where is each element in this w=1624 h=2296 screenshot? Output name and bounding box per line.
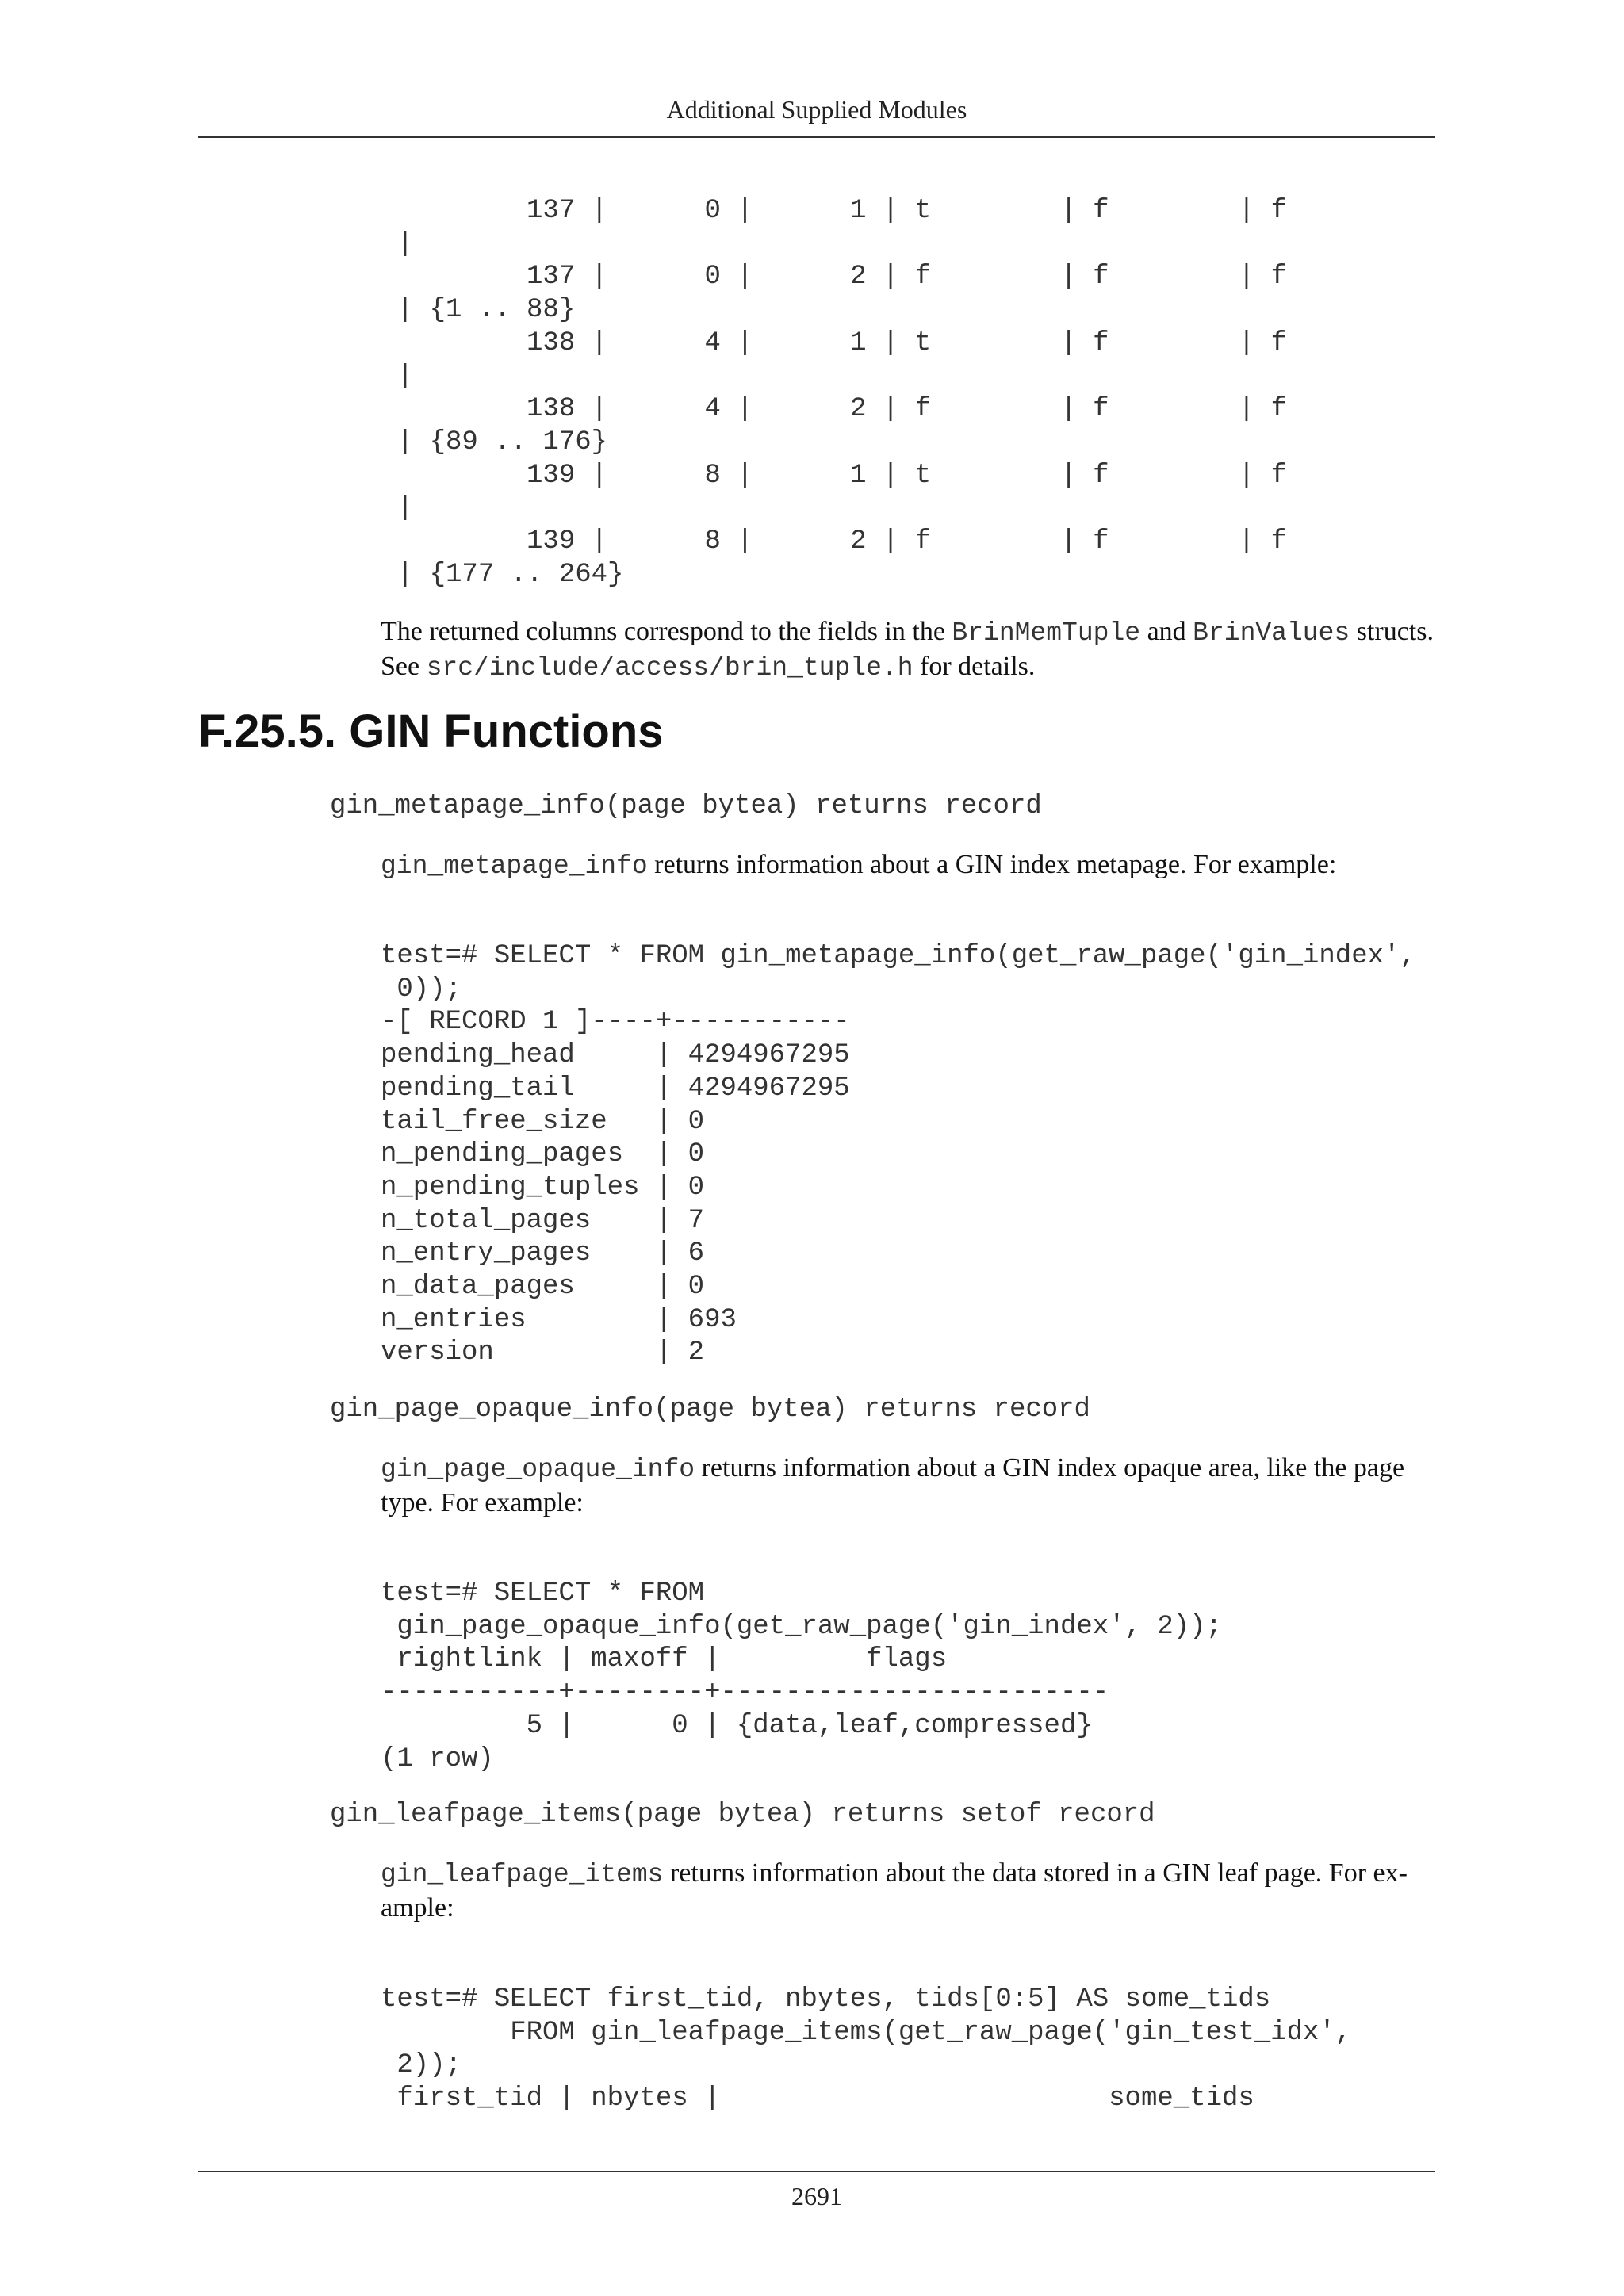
brin-output-code-block: 137 | 0 | 1 | t | f | f | 137 | 0 | 2 | f | f | f | {1 .. 88} 138 | 4 | 1 | t | f | f | 138 | 4 | 2 | f | f | f | {89 .. 176} 139 | 8 | 1 | t | f | f | 139 | 8 | 2 | f | f | f | {177 .. 264} — [396, 196, 1287, 590]
example-code-gin-leafpage-items: test=# SELECT first_tid, nbytes, tids[0:5] AS some_tids FROM gin_leafpage_items(get_raw_page('gin_test_idx', 2)); first_tid | nbytes | some_tids — [381, 1984, 1352, 2114]
brin-note-code-2: BrinValues — [1193, 618, 1350, 648]
function-description-gin-page-opaque-info — [381, 1452, 1435, 1520]
function-name-code: gin_page_opaque_info — [381, 1455, 695, 1484]
function-signature-gin-metapage-info: gin_metapage_info(page bytea) returns record — [330, 791, 1042, 821]
brin-note-text-4: for details. — [913, 652, 1036, 681]
example-code-gin-metapage-info: test=# SELECT * FROM gin_metapage_info(get_raw_page('gin_index', 0)); -[ RECORD 1 ]----+----------- pending_head | 4294967295 pending_tail | 4294967295 tail_free_size | 0 n_pending_pages | 0 n_pending_tuples | 0 n_total_pages | 7 n_entry_pages | 6 n_data_pages | 0 n_entries | 693 version | 2 — [381, 941, 1416, 1368]
function-description-text: returns information about a GIN index opaque area, like the page type. For example: — [381, 1453, 1405, 1517]
brin-note-code-3: src/include/access/brin_tuple.h — [426, 653, 914, 683]
brin-note-code-1: BrinMemTuple — [952, 618, 1141, 648]
function-name-code: gin_leafpage_items — [381, 1860, 664, 1889]
header-rule — [198, 136, 1435, 138]
running-header: Additional Supplied Modules — [666, 95, 967, 124]
brin-note-text-2: and — [1140, 617, 1193, 646]
function-signature-gin-leafpage-items: gin_leafpage_items(page bytea) returns setof record — [330, 1800, 1155, 1830]
function-signature-gin-page-opaque-info: gin_page_opaque_info(page bytea) returns record — [330, 1395, 1090, 1425]
function-description-gin-leafpage-items — [381, 1857, 1435, 1925]
brin-note-text-1: The returned columns correspond to the fields in the — [381, 617, 952, 646]
brin-note-text-3: structs. See — [381, 617, 1434, 681]
page-number: 2691 — [791, 2182, 842, 2210]
function-name-code: gin_metapage_info — [381, 851, 648, 881]
brin-note-paragraph — [381, 615, 1435, 685]
function-description-gin-metapage-info — [381, 848, 1435, 883]
function-description-text: returns information about a GIN index metapage. For example: — [647, 850, 1337, 879]
footer-rule — [198, 2171, 1435, 2172]
section-title: F.25.5. GIN Functions — [198, 706, 664, 757]
example-code-gin-page-opaque-info: test=# SELECT * FROM gin_page_opaque_info(get_raw_page('gin_index', 2)); rightlink | maxoff | flags -----------+--------+------------------------ 5 | 0 | {data,leaf,compressed} (1 row) — [381, 1578, 1222, 1774]
function-description-text: returns information about the data stored in a GIN leaf page. For ex-ample: — [381, 1858, 1408, 1923]
